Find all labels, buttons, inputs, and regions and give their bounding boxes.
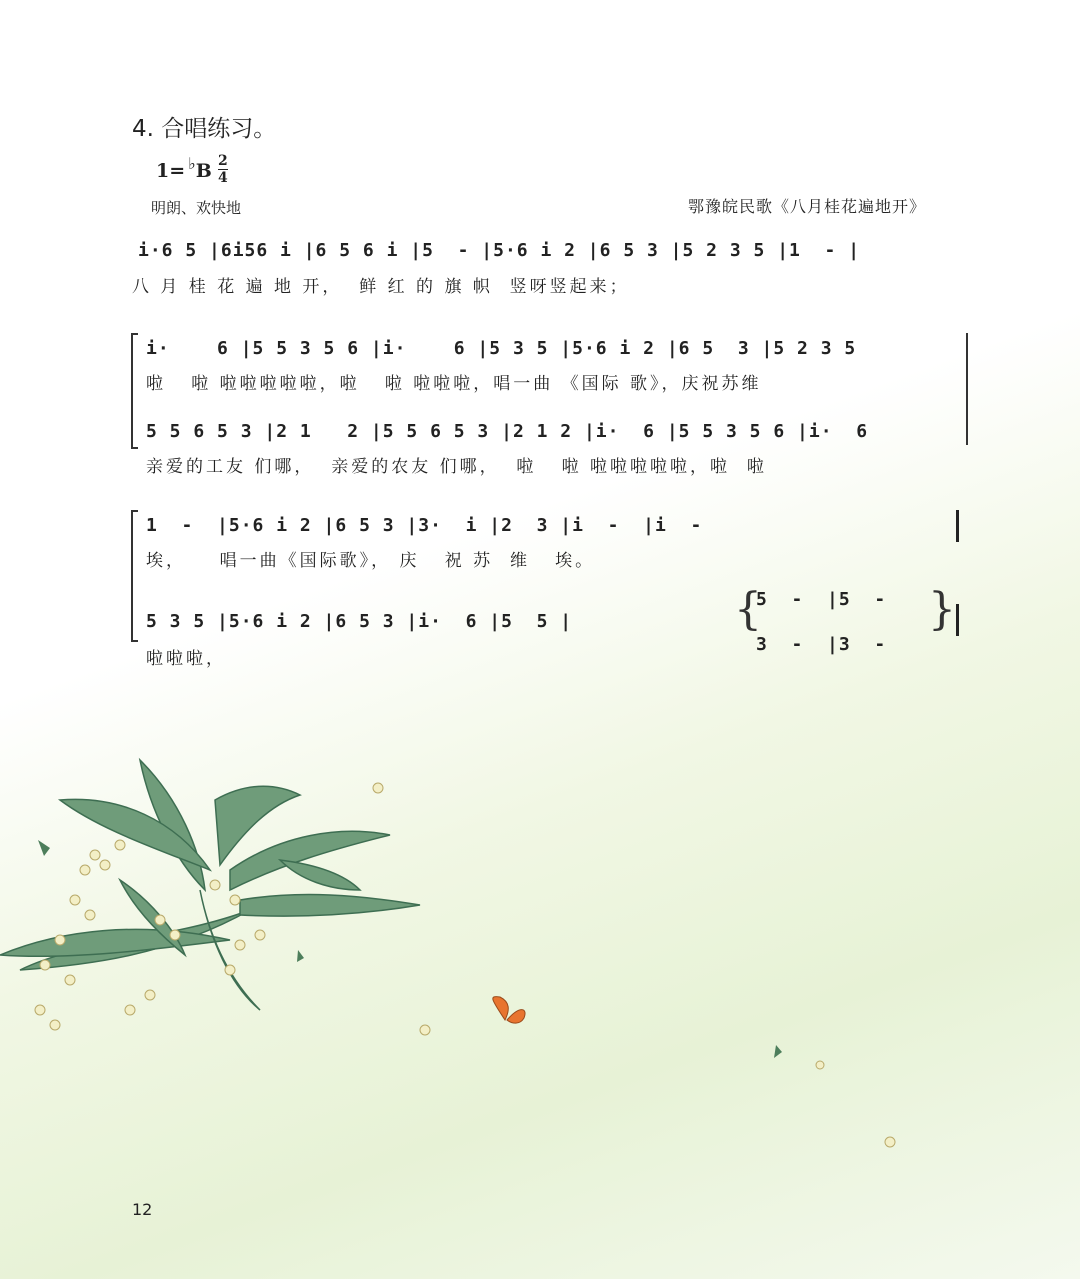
system2-upper-notes: i· 6 |5 5 3 5 6 |i· 6 |5 3 5 |5·6 i 2 |6 5 3 |5 2 3 5: [146, 338, 857, 359]
system2-lower-lyrics: 亲爱的工友 们哪， 亲爱的农友 们哪， 啦 啦 啦啦啦啦啦，啦 啦: [146, 457, 767, 477]
butterfly-icon: [493, 997, 525, 1024]
flat-icon: ♭: [188, 154, 196, 173]
system1-notes: i·6 5 |6i56 i |6 5 6 i |5 - |5·6 i 2 |6 5 3 |5 2 3 5 |1 - |: [138, 240, 861, 261]
page-number: 12: [132, 1200, 153, 1219]
final-barline-lower: [956, 604, 959, 636]
system3-upper-notes: 1 - |5·6 i 2 |6 5 3 |3· i |2 3 |i - |i -: [146, 515, 703, 536]
osmanthus-illustration: [0, 740, 1080, 1160]
system2-lower-notes: 5 5 6 5 3 |2 1 2 |5 5 6 5 3 |2 1 2 |i· 6 |5 5 3 5 6 |i· 6: [146, 421, 869, 442]
key-one: 1: [156, 160, 170, 182]
system3-bracket: [131, 510, 138, 642]
meter-bottom: 4: [218, 170, 228, 186]
system3-upper-lyrics: 埃， 唱一曲《国际歌》， 庆 祝 苏 维 埃。: [146, 551, 596, 571]
system1-lyrics: 八 月 桂 花 遍 地 开， 鲜 红 的 旗 帜 竖呀竖起来；: [132, 277, 630, 297]
system2-end-barline: [966, 333, 968, 445]
key-equals: =: [169, 160, 186, 182]
meter-top: 2: [218, 153, 228, 169]
time-signature: [218, 154, 228, 185]
chord-bottom-notes: 3 - |3 -: [756, 634, 887, 655]
system3-lower-notes: 5 3 5 |5·6 i 2 |6 5 3 |i· 6 |5 5 |: [146, 611, 573, 632]
chord-top-notes: 5 - |5 -: [756, 589, 887, 610]
key-signature: [156, 154, 212, 182]
song-source: 鄂豫皖民歌《八月桂花遍地开》: [688, 197, 927, 216]
tempo-marking: 明朗、欢快地: [151, 199, 242, 217]
system2-bracket: [131, 333, 138, 449]
system3-lower-lyrics: 啦啦啦，: [146, 649, 226, 669]
chord-open-brace: {: [734, 584, 762, 635]
chord-close-brace: }: [928, 584, 956, 635]
key-note: B: [195, 160, 212, 182]
section-title: 4. 合唱练习。: [132, 116, 277, 142]
system2-upper-lyrics: 啦 啦 啦啦啦啦啦，啦 啦 啦啦啦，唱一曲 《国际 歌》，庆祝苏维: [146, 374, 762, 394]
final-barline-upper: [956, 510, 959, 542]
